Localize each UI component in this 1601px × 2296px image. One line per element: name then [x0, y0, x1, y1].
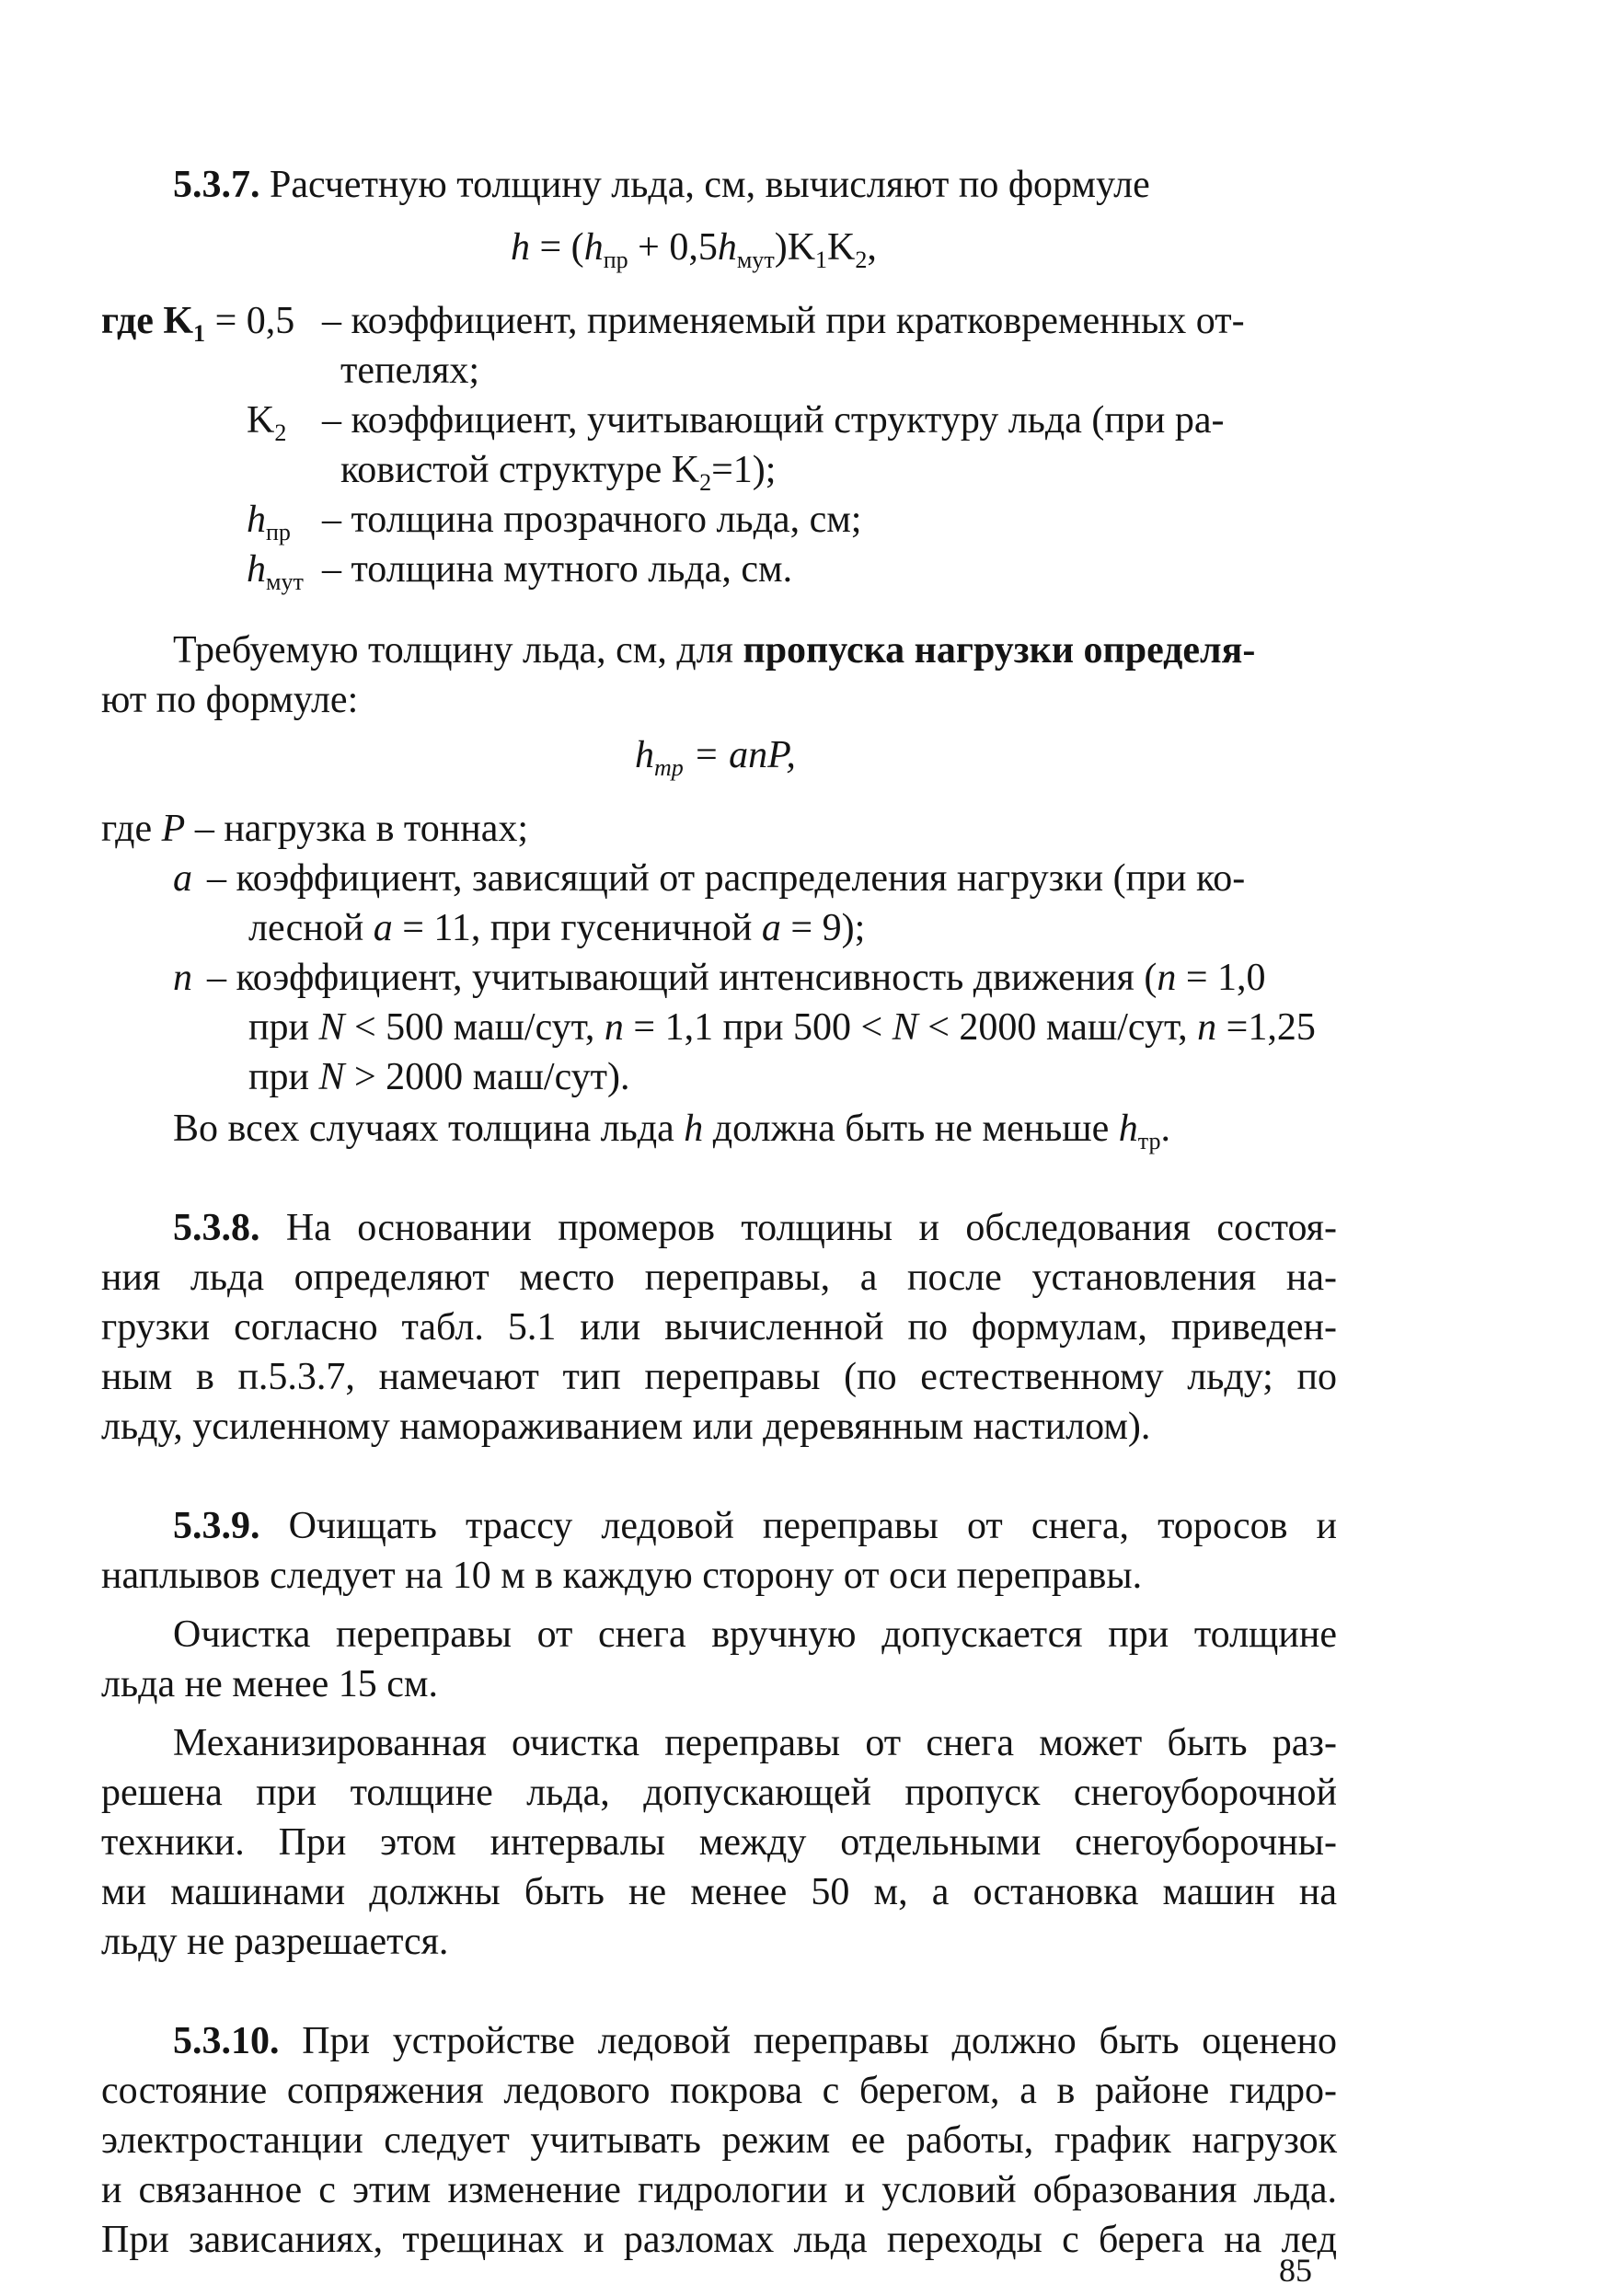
- section-number: 5.3.8.: [173, 1207, 260, 1249]
- section-5-3-10-line: электростанции следует учитывать режим ее работы, график нагрузок: [101, 2119, 1337, 2162]
- text: лесной: [248, 907, 374, 949]
- text: Требуемую толщину льда, см, для: [173, 629, 743, 672]
- symbol: K: [247, 399, 275, 442]
- symbol: n: [1157, 957, 1177, 999]
- text: Во всех случаях толщина льда: [173, 1108, 685, 1150]
- text: =1,25: [1216, 1006, 1316, 1049]
- definition-value: = 0,5: [214, 300, 295, 342]
- section-number: 5.3.7.: [173, 164, 260, 206]
- definition-hmut-text: – толщина мутного льда, см.: [322, 548, 793, 591]
- section-5-3-8-line: ным в п.5.3.7, намечают тип переправы (по естественному льду; по: [101, 1356, 1337, 1398]
- section-5-3-9-paragraph-3: Механизированная очистка переправы от снега может быть раз-: [173, 1722, 1337, 1764]
- section-number: 5.3.10.: [173, 2020, 280, 2062]
- formula-subscript: тр: [654, 754, 684, 782]
- section-5-3-10-line-1: [173, 2022, 1337, 2061]
- text: = 1,1 при 500 <: [623, 1006, 893, 1049]
- text: < 500 маш/сут,: [344, 1006, 605, 1049]
- symbol: n: [173, 957, 192, 999]
- section-5-3-9-line: ми машинами должны быть не менее 50 м, а остановка машин на: [101, 1871, 1337, 1913]
- section-heading-text: Расчетную толщину льда, см, вычисляют по формуле: [270, 164, 1150, 206]
- symbol: h: [247, 499, 266, 541]
- page-number: 85: [1279, 2252, 1312, 2289]
- subscript: 2: [274, 419, 287, 447]
- formula-symbol-h: h: [583, 226, 604, 269]
- definition-p: [101, 809, 528, 848]
- symbol: a: [761, 907, 781, 949]
- section-5-3-10-line: При зависаниях, трещинах и разломах льда переходы с берега на лед: [101, 2219, 1337, 2261]
- formula-subscript: 2: [855, 247, 868, 274]
- section-5-3-9-line-1: [173, 1507, 1337, 1545]
- definition-k2-text: – коэффициент, учитывающий структуру льда (при ра-: [322, 399, 1225, 442]
- formula-part: ,: [867, 226, 877, 269]
- symbol: P: [161, 808, 186, 850]
- formula-part: = anP,: [683, 734, 796, 776]
- formula-symbol-h: h: [717, 226, 737, 269]
- text: = 1,0: [1176, 957, 1266, 999]
- text: ковистой структуре K: [340, 449, 700, 491]
- section-5-3-7-heading: [173, 166, 1150, 204]
- section-number: 5.3.9.: [173, 1505, 260, 1547]
- definition-k1-text: – коэффициент, применяемый при кратковременных от-: [322, 300, 1245, 342]
- definition-k2-symbol: [247, 399, 287, 447]
- text: < 2000 маш/сут,: [917, 1006, 1198, 1049]
- symbol: h: [684, 1108, 704, 1150]
- required-thickness-line-1: [173, 631, 1255, 670]
- formula-symbol-h: h: [511, 226, 530, 269]
- section-5-3-8-line-1: [173, 1209, 1337, 1247]
- formula-part: )K: [774, 226, 816, 269]
- section-5-3-9-line: льда не менее 15 см.: [101, 1663, 438, 1705]
- section-5-3-8-line: ния льда определяют место переправы, а после установления на-: [101, 1257, 1337, 1299]
- symbol: n: [604, 1006, 624, 1049]
- formula-part: K: [827, 226, 856, 269]
- section-5-3-10-line: состояние сопряжения ледового покрова с берегом, а в районе гидро-: [101, 2070, 1337, 2112]
- text: =1);: [711, 449, 777, 491]
- definition-hpr-text: – толщина прозрачного льда, см;: [322, 499, 862, 541]
- text: где: [101, 808, 162, 850]
- text: = 9);: [780, 907, 866, 949]
- formula-part: = (: [530, 226, 584, 269]
- symbol: h: [247, 548, 266, 591]
- definition-k1: [101, 300, 295, 348]
- text: – нагрузка в тоннах;: [185, 808, 529, 850]
- definition-hmut-symbol: [247, 548, 304, 596]
- symbol: a: [173, 857, 192, 900]
- subscript: тр: [1137, 1128, 1161, 1155]
- definition-hpr-symbol: [247, 499, 291, 546]
- required-thickness-line-2: ют по формуле:: [101, 679, 359, 721]
- section-5-3-8-line: льду, усиленному намораживанием или деревянным настилом).: [101, 1406, 1151, 1448]
- formula-required-thickness: [635, 734, 796, 782]
- text: На основании промеров толщины и обследования состоя-: [259, 1207, 1337, 1249]
- formula-subscript: 1: [815, 247, 828, 274]
- section-5-3-9-line: решена при толщине льда, допускающей пропуск снегоуборочной: [101, 1772, 1337, 1814]
- text: Очищать трассу ледовой переправы от снега, торосов и: [259, 1505, 1337, 1547]
- symbol: a: [373, 907, 393, 949]
- formula-subscript: пр: [603, 247, 628, 274]
- formula-subscript: мут: [736, 247, 775, 274]
- symbol: N: [318, 1056, 345, 1098]
- text: .: [1160, 1108, 1170, 1150]
- formula-part: + 0,5: [628, 226, 718, 269]
- definition-a-continuation: [248, 909, 865, 947]
- definition-prefix: где K: [101, 300, 194, 342]
- symbol: N: [892, 1006, 918, 1049]
- subscript: мут: [266, 568, 304, 596]
- subscript: 2: [699, 469, 712, 497]
- definition-k2-continuation: [340, 449, 777, 497]
- bold-text: пропуска нагрузки определя-: [743, 629, 1256, 672]
- symbol: n: [1197, 1006, 1217, 1049]
- section-5-3-9-line: наплывов следует на 10 м в каждую сторону от оси переправы.: [101, 1555, 1143, 1597]
- definition-a-symbol: [173, 859, 192, 898]
- section-5-3-9-line: льду не разрешается.: [101, 1921, 449, 1963]
- definition-a-text: – коэффициент, зависящий от распределения нагрузки (при ко-: [207, 857, 1246, 900]
- formula-ice-thickness: [511, 226, 877, 274]
- text: При устройстве ледовой переправы должно быть оценено: [279, 2020, 1337, 2062]
- definition-n-symbol: [173, 959, 192, 997]
- subscript: пр: [266, 519, 291, 546]
- text: при: [248, 1006, 319, 1049]
- text: = 11, при гусеничной: [392, 907, 762, 949]
- definition-k1-continuation: тепелях;: [340, 350, 480, 392]
- section-5-3-8-line: грузки согласно табл. 5.1 или вычисленной по формулам, приведен-: [101, 1306, 1337, 1349]
- definition-n-line-1: [207, 959, 1266, 997]
- text: должна быть не меньше: [703, 1108, 1119, 1150]
- section-5-3-10-line: и связанное с этим изменение гидрологии и условий образования льда.: [101, 2169, 1337, 2211]
- symbol: h: [1118, 1108, 1138, 1150]
- definition-n-line-3: [248, 1058, 630, 1096]
- section-5-3-9-line: техники. При этом интервалы между отдельными снегоуборочны-: [101, 1821, 1337, 1864]
- section-5-3-9-paragraph-2: Очистка переправы от снега вручную допускается при толщине: [173, 1613, 1337, 1656]
- definition-n-line-2: [248, 1008, 1316, 1047]
- text: > 2000 маш/сут).: [344, 1056, 630, 1098]
- text: при: [248, 1056, 319, 1098]
- formula-symbol-h: h: [635, 734, 654, 776]
- symbol: N: [318, 1006, 345, 1049]
- definition-subscript: 1: [193, 320, 206, 348]
- all-cases-note: [173, 1108, 1170, 1155]
- text: – коэффициент, учитывающий интенсивность движения (: [207, 957, 1158, 999]
